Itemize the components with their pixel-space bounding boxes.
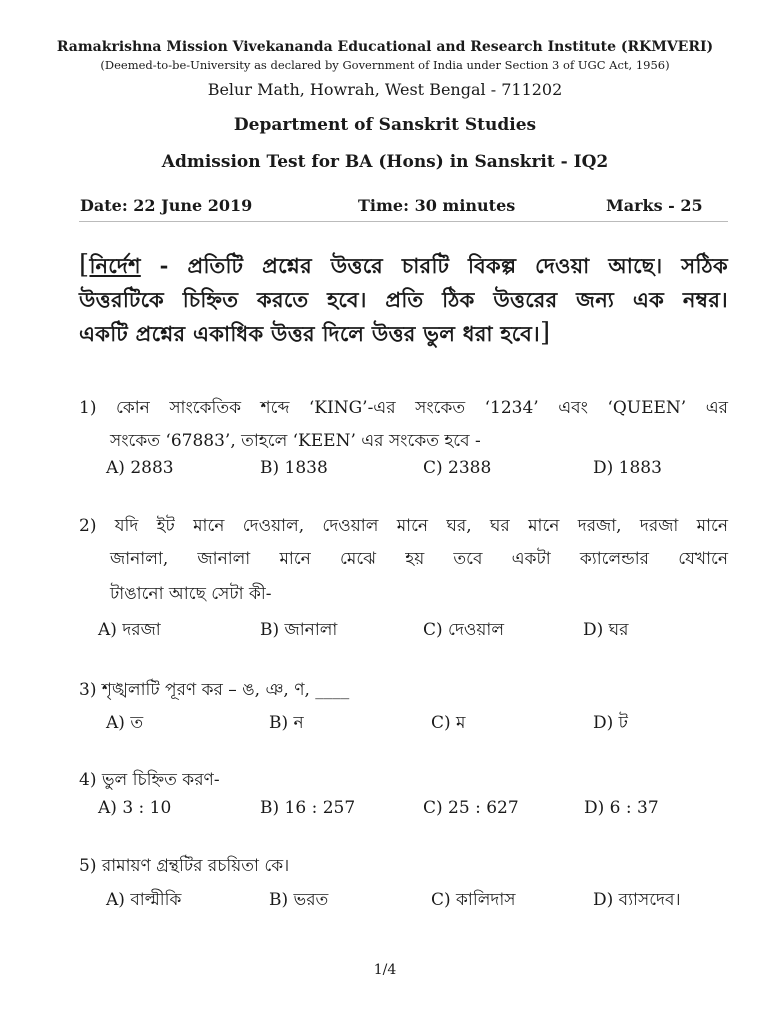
question-5-option-c[interactable]: C) কালিদাস <box>431 890 516 910</box>
question-5-option-b[interactable]: B) ভরত <box>269 890 329 910</box>
question-5-line-1: 5) রামায়ণ গ্রন্থটির রচয়িতা কে। <box>79 856 290 876</box>
question-2-option-a[interactable]: A) দরজা <box>98 620 161 640</box>
institute-name: Ramakrishna Mission Vivekananda Educational and Research Institute (RKMVERI) <box>56 39 714 55</box>
question-3-option-d[interactable]: D) ট <box>593 713 628 733</box>
question-2-option-b[interactable]: B) জানালা <box>260 620 338 640</box>
question-2-option-c[interactable]: C) দেওয়াল <box>423 620 504 640</box>
question-1-option-d[interactable]: D) 1883 <box>593 458 662 478</box>
question-4-line-1: 4) ভুল চিহ্নিত করণ- <box>79 770 220 790</box>
question-2-option-d[interactable]: D) ঘর <box>583 620 629 640</box>
instruction-line-1-text: - প্রতিটি প্রশ্নের উত্তরে চারটি বিকল্প দেওয়া আছে। সঠিক <box>140 253 728 278</box>
question-1-line-2: সংকেত ‘67883’, তাহলে ‘KEEN’ এর সংকেত হবে - <box>110 431 481 451</box>
institute-status: (Deemed-to-be-University as declared by Government of India under Section 3 of UGC Act, 1956) <box>100 58 670 72</box>
question-5-option-d[interactable]: D) ব্যাসদেব। <box>593 890 681 910</box>
question-3-line-1: 3) শৃঙ্খলাটি পূরণ কর – ঙ, ঞ, ণ, ____ <box>79 680 350 700</box>
test-title: Admission Test for BA (Hons) in Sanskrit - IQ2 <box>161 152 609 172</box>
instruction-line-3 <box>79 318 728 353</box>
question-3-option-b[interactable]: B) ন <box>269 713 304 733</box>
exam-time: Time: 30 minutes <box>358 196 516 215</box>
question-3-option-c[interactable]: C) ম <box>431 713 466 733</box>
question-4-option-a[interactable]: A) 3 : 10 <box>98 798 172 818</box>
instruction-heading: নির্দেশ <box>89 253 141 278</box>
question-3-option-a[interactable]: A) ত <box>106 713 144 733</box>
instruction-line-3-text: একটি প্রশ্নের একাধিক উত্তর দিলে উত্তর ভুল ধরা হবে। <box>79 321 540 346</box>
question-4-option-c[interactable]: C) 25 : 627 <box>423 798 519 818</box>
question-1-line-1: 1) কোন সাংকেতিক শব্দে ‘KING’-এর সংকেত ‘1234’ এবং ‘QUEEN’ এর <box>79 398 728 418</box>
instruction-close-bracket: ] <box>539 318 551 348</box>
question-2-line-2: জানালা, জানালা মানে মেঝে হয় তবে একটা ক্যালেন্ডার যেখানে <box>110 549 728 569</box>
instruction-line-2: উত্তরটিকে চিহ্নিত করতে হবে। প্রতি ঠিক উত্তরের জন্য এক নম্বর। <box>79 287 728 312</box>
question-4-option-b[interactable]: B) 16 : 257 <box>260 798 356 818</box>
header-divider <box>79 221 728 222</box>
question-5-option-a[interactable]: A) বাল্মীকি <box>106 890 182 910</box>
exam-marks: Marks - 25 <box>606 196 703 215</box>
department-title: Department of Sanskrit Studies <box>233 115 537 135</box>
institute-address: Belur Math, Howrah, West Bengal - 711202 <box>207 80 563 99</box>
question-1-option-c[interactable]: C) 2388 <box>423 458 492 478</box>
instruction-line-1 <box>79 250 728 285</box>
question-1-option-b[interactable]: B) 1838 <box>260 458 328 478</box>
exam-date: Date: 22 June 2019 <box>80 196 253 215</box>
question-2-line-3: টাঙানো আছে সেটা কী- <box>110 584 272 604</box>
page-number: 1/4 <box>373 962 397 978</box>
question-1-option-a[interactable]: A) 2883 <box>106 458 174 478</box>
question-2-line-1: 2) যদি ইট মানে দেওয়াল, দেওয়াল মানে ঘর, ঘর মানে দরজা, দরজা মানে <box>79 516 728 536</box>
instruction-open-bracket: [ <box>79 250 90 280</box>
question-4-option-d[interactable]: D) 6 : 37 <box>584 798 659 818</box>
